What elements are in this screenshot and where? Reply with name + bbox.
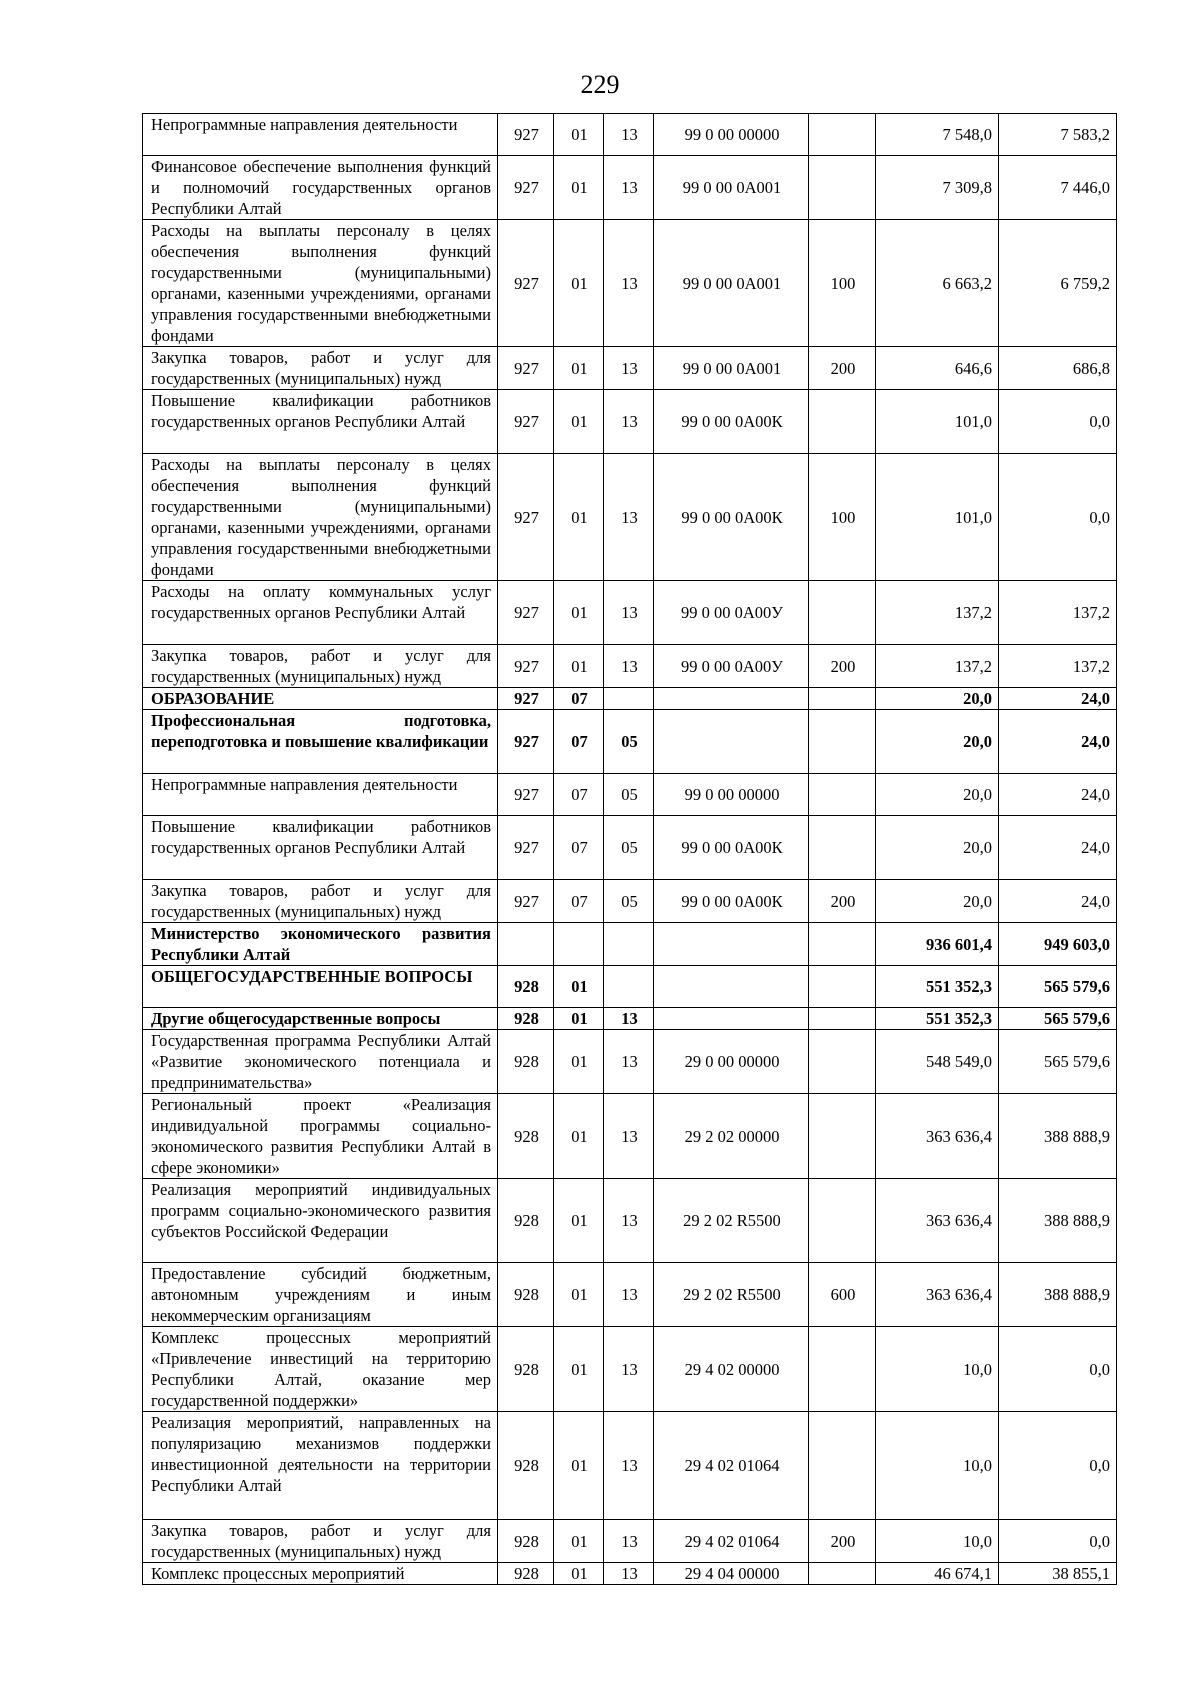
row-target-article: 99 0 00 0А00К <box>654 816 809 880</box>
row-grbs: 928 <box>498 1412 554 1520</box>
row-name: Закупка товаров, работ и услуг для государственных (муниципальных) нужд <box>143 347 498 390</box>
row-section: 07 <box>554 710 604 774</box>
table-row <box>143 220 1117 347</box>
row-target-article: 99 0 00 00000 <box>654 114 809 156</box>
row-section: 07 <box>554 774 604 816</box>
row-target-article: 99 0 00 00000 <box>654 774 809 816</box>
row-name: ОБЩЕГОСУДАРСТВЕННЫЕ ВОПРОСЫ <box>143 966 498 1008</box>
row-grbs: 928 <box>498 1263 554 1327</box>
table-row <box>143 710 1117 774</box>
row-expense-type <box>809 1008 876 1030</box>
row-amount-year2: 0,0 <box>999 454 1117 581</box>
row-grbs: 927 <box>498 347 554 390</box>
row-section <box>554 923 604 966</box>
row-amount-year1: 363 636,4 <box>876 1094 999 1179</box>
row-section: 07 <box>554 880 604 923</box>
row-amount-year1: 10,0 <box>876 1327 999 1412</box>
row-expense-type: 200 <box>809 1520 876 1563</box>
row-expense-type <box>809 816 876 880</box>
row-grbs: 928 <box>498 1520 554 1563</box>
row-subsection: 13 <box>604 114 654 156</box>
row-target-article: 29 2 02 R5500 <box>654 1179 809 1263</box>
row-expense-type: 200 <box>809 880 876 923</box>
row-target-article <box>654 923 809 966</box>
row-amount-year2: 7 583,2 <box>999 114 1117 156</box>
row-amount-year2: 686,8 <box>999 347 1117 390</box>
row-expense-type <box>809 1327 876 1412</box>
table-row <box>143 816 1117 880</box>
row-target-article: 29 4 04 00000 <box>654 1563 809 1585</box>
row-amount-year2: 0,0 <box>999 1412 1117 1520</box>
row-section: 01 <box>554 1008 604 1030</box>
row-name: Расходы на выплаты персоналу в целях обеспечения выполнения функций государственными (муниципальными) органами, казенными учреждениями, органами управления государственными внебюджетными фондами <box>143 220 498 347</box>
table-row <box>143 966 1117 1008</box>
row-expense-type <box>809 966 876 1008</box>
table-row <box>143 114 1117 156</box>
row-expense-type <box>809 581 876 645</box>
row-amount-year1: 20,0 <box>876 710 999 774</box>
row-subsection: 13 <box>604 581 654 645</box>
row-grbs: 927 <box>498 880 554 923</box>
row-grbs: 928 <box>498 1563 554 1585</box>
row-target-article: 29 4 02 01064 <box>654 1520 809 1563</box>
row-amount-year2: 137,2 <box>999 581 1117 645</box>
row-amount-year2: 24,0 <box>999 774 1117 816</box>
row-subsection: 13 <box>604 390 654 454</box>
table-row <box>143 1094 1117 1179</box>
row-expense-type <box>809 710 876 774</box>
row-amount-year2: 0,0 <box>999 1327 1117 1412</box>
page-number: 229 <box>580 70 620 99</box>
row-amount-year2: 565 579,6 <box>999 966 1117 1008</box>
row-expense-type <box>809 1030 876 1094</box>
table-row <box>143 688 1117 710</box>
row-subsection: 05 <box>604 774 654 816</box>
row-section: 01 <box>554 1327 604 1412</box>
row-subsection: 13 <box>604 1412 654 1520</box>
row-amount-year1: 20,0 <box>876 774 999 816</box>
row-section: 01 <box>554 966 604 1008</box>
row-amount-year1: 646,6 <box>876 347 999 390</box>
row-amount-year2: 565 579,6 <box>999 1030 1117 1094</box>
row-subsection: 05 <box>604 816 654 880</box>
row-name: Непрограммные направления деятельности <box>143 114 498 156</box>
row-name: Реализация мероприятий индивидуальных программ социально-экономического развития субъектов Российской Федерации <box>143 1179 498 1263</box>
row-target-article: 99 0 00 0А00К <box>654 454 809 581</box>
row-amount-year2: 0,0 <box>999 390 1117 454</box>
row-section: 07 <box>554 688 604 710</box>
row-expense-type <box>809 1563 876 1585</box>
table-row <box>143 1520 1117 1563</box>
row-amount-year2: 565 579,6 <box>999 1008 1117 1030</box>
row-section: 07 <box>554 816 604 880</box>
row-grbs: 927 <box>498 816 554 880</box>
row-target-article: 29 4 02 01064 <box>654 1412 809 1520</box>
table-row <box>143 1263 1117 1327</box>
row-target-article <box>654 688 809 710</box>
row-name: Государственная программа Республики Алтай «Развитие экономического потенциала и предпринимательства» <box>143 1030 498 1094</box>
row-name: Повышение квалификации работников государственных органов Республики Алтай <box>143 816 498 880</box>
row-amount-year2: 388 888,9 <box>999 1263 1117 1327</box>
row-expense-type: 600 <box>809 1263 876 1327</box>
row-grbs: 927 <box>498 390 554 454</box>
row-name: Министерство экономического развития Республики Алтай <box>143 923 498 966</box>
row-grbs: 927 <box>498 114 554 156</box>
row-subsection: 13 <box>604 1094 654 1179</box>
row-section: 01 <box>554 581 604 645</box>
row-expense-type: 100 <box>809 220 876 347</box>
row-amount-year1: 10,0 <box>876 1520 999 1563</box>
row-expense-type: 100 <box>809 454 876 581</box>
row-target-article: 99 0 00 0А001 <box>654 347 809 390</box>
table-row <box>143 880 1117 923</box>
row-grbs: 927 <box>498 581 554 645</box>
row-subsection: 13 <box>604 1520 654 1563</box>
table-row <box>143 1030 1117 1094</box>
row-grbs <box>498 923 554 966</box>
table-row <box>143 1327 1117 1412</box>
row-name: Региональный проект «Реализация индивидуальной программы социально-экономического развития Республики Алтай в сфере экономики» <box>143 1094 498 1179</box>
row-section: 01 <box>554 1412 604 1520</box>
row-amount-year1: 137,2 <box>876 581 999 645</box>
row-expense-type: 200 <box>809 347 876 390</box>
row-subsection: 13 <box>604 1179 654 1263</box>
row-subsection: 13 <box>604 1030 654 1094</box>
row-target-article: 99 0 00 0А001 <box>654 156 809 220</box>
row-name: Непрограммные направления деятельности <box>143 774 498 816</box>
row-amount-year1: 363 636,4 <box>876 1179 999 1263</box>
row-section: 01 <box>554 645 604 688</box>
row-section: 01 <box>554 390 604 454</box>
row-grbs: 928 <box>498 1327 554 1412</box>
row-target-article: 99 0 00 0А001 <box>654 220 809 347</box>
row-grbs: 927 <box>498 156 554 220</box>
row-name: Закупка товаров, работ и услуг для государственных (муниципальных) нужд <box>143 1520 498 1563</box>
row-section: 01 <box>554 1563 604 1585</box>
row-section: 01 <box>554 454 604 581</box>
row-expense-type <box>809 1094 876 1179</box>
row-expense-type <box>809 156 876 220</box>
table-row <box>143 1008 1117 1030</box>
row-amount-year1: 7 548,0 <box>876 114 999 156</box>
row-subsection: 13 <box>604 220 654 347</box>
row-amount-year1: 101,0 <box>876 390 999 454</box>
row-section: 01 <box>554 114 604 156</box>
row-amount-year2: 24,0 <box>999 880 1117 923</box>
row-amount-year2: 0,0 <box>999 1520 1117 1563</box>
row-amount-year1: 101,0 <box>876 454 999 581</box>
table-row <box>143 774 1117 816</box>
table-row <box>143 1412 1117 1520</box>
row-amount-year1: 551 352,3 <box>876 966 999 1008</box>
row-target-article: 99 0 00 0А00К <box>654 880 809 923</box>
row-grbs: 927 <box>498 220 554 347</box>
row-section: 01 <box>554 347 604 390</box>
row-target-article: 99 0 00 0А00У <box>654 581 809 645</box>
row-amount-year1: 137,2 <box>876 645 999 688</box>
row-amount-year2: 38 855,1 <box>999 1563 1117 1585</box>
row-grbs: 928 <box>498 1008 554 1030</box>
row-amount-year2: 7 446,0 <box>999 156 1117 220</box>
row-subsection: 13 <box>604 1263 654 1327</box>
row-target-article <box>654 1008 809 1030</box>
row-name: Расходы на выплаты персоналу в целях обеспечения выполнения функций государственными (муниципальными) органами, казенными учреждениями, органами управления государственными внебюджетными фондами <box>143 454 498 581</box>
row-expense-type <box>809 1179 876 1263</box>
row-grbs: 927 <box>498 774 554 816</box>
row-amount-year2: 24,0 <box>999 688 1117 710</box>
row-amount-year2: 388 888,9 <box>999 1179 1117 1263</box>
row-grbs: 928 <box>498 1094 554 1179</box>
row-name: Другие общегосударственные вопросы <box>143 1008 498 1030</box>
row-target-article <box>654 710 809 774</box>
row-name: Профессиональная подготовка, переподготовка и повышение квалификации <box>143 710 498 774</box>
row-name: Повышение квалификации работников государственных органов Республики Алтай <box>143 390 498 454</box>
row-subsection: 13 <box>604 1563 654 1585</box>
row-amount-year2: 24,0 <box>999 710 1117 774</box>
row-target-article: 29 2 02 00000 <box>654 1094 809 1179</box>
row-name: Комплекс процессных мероприятий <box>143 1563 498 1585</box>
row-expense-type <box>809 1412 876 1520</box>
budget-table <box>142 113 1117 1585</box>
row-name: Предоставление субсидий бюджетным, автономным учреждениям и иным некоммерческим организациям <box>143 1263 498 1327</box>
row-subsection: 13 <box>604 645 654 688</box>
row-amount-year2: 949 603,0 <box>999 923 1117 966</box>
row-subsection: 13 <box>604 1008 654 1030</box>
row-amount-year1: 20,0 <box>876 816 999 880</box>
row-subsection: 05 <box>604 880 654 923</box>
row-amount-year1: 7 309,8 <box>876 156 999 220</box>
row-expense-type <box>809 114 876 156</box>
row-amount-year1: 20,0 <box>876 880 999 923</box>
row-subsection: 13 <box>604 1327 654 1412</box>
row-subsection <box>604 923 654 966</box>
row-expense-type <box>809 390 876 454</box>
row-section: 01 <box>554 1263 604 1327</box>
row-target-article: 99 0 00 0А00К <box>654 390 809 454</box>
row-target-article: 29 0 00 00000 <box>654 1030 809 1094</box>
row-expense-type: 200 <box>809 645 876 688</box>
row-name: Расходы на оплату коммунальных услуг государственных органов Республики Алтай <box>143 581 498 645</box>
row-name: Комплекс процессных мероприятий «Привлечение инвестиций на территорию Республики Алтай, оказание мер государственной поддержки» <box>143 1327 498 1412</box>
row-amount-year2: 388 888,9 <box>999 1094 1117 1179</box>
table-row <box>143 645 1117 688</box>
row-target-article: 99 0 00 0А00У <box>654 645 809 688</box>
row-name: Закупка товаров, работ и услуг для государственных (муниципальных) нужд <box>143 880 498 923</box>
row-section: 01 <box>554 1520 604 1563</box>
row-grbs: 927 <box>498 688 554 710</box>
row-subsection: 13 <box>604 454 654 581</box>
row-amount-year2: 6 759,2 <box>999 220 1117 347</box>
row-grbs: 928 <box>498 1179 554 1263</box>
table-row <box>143 581 1117 645</box>
row-subsection: 05 <box>604 710 654 774</box>
row-amount-year1: 363 636,4 <box>876 1263 999 1327</box>
row-amount-year1: 551 352,3 <box>876 1008 999 1030</box>
row-amount-year1: 20,0 <box>876 688 999 710</box>
row-name: Финансовое обеспечение выполнения функций и полномочий государственных органов Республики Алтай <box>143 156 498 220</box>
row-amount-year1: 936 601,4 <box>876 923 999 966</box>
table-row <box>143 390 1117 454</box>
row-grbs: 928 <box>498 1030 554 1094</box>
row-amount-year2: 137,2 <box>999 645 1117 688</box>
row-grbs: 928 <box>498 966 554 1008</box>
row-expense-type <box>809 774 876 816</box>
row-subsection: 13 <box>604 156 654 220</box>
row-amount-year1: 6 663,2 <box>876 220 999 347</box>
row-amount-year1: 548 549,0 <box>876 1030 999 1094</box>
row-amount-year1: 46 674,1 <box>876 1563 999 1585</box>
row-target-article <box>654 966 809 1008</box>
row-grbs: 927 <box>498 645 554 688</box>
row-expense-type <box>809 923 876 966</box>
table-row <box>143 454 1117 581</box>
row-subsection: 13 <box>604 347 654 390</box>
row-name: Закупка товаров, работ и услуг для государственных (муниципальных) нужд <box>143 645 498 688</box>
row-grbs: 927 <box>498 454 554 581</box>
row-section: 01 <box>554 220 604 347</box>
row-amount-year1: 10,0 <box>876 1412 999 1520</box>
table-row <box>143 1563 1117 1585</box>
row-grbs: 927 <box>498 710 554 774</box>
table-row <box>143 156 1117 220</box>
row-amount-year2: 24,0 <box>999 816 1117 880</box>
table-row <box>143 923 1117 966</box>
table-row <box>143 1179 1117 1263</box>
row-section: 01 <box>554 156 604 220</box>
row-target-article: 29 4 02 00000 <box>654 1327 809 1412</box>
row-name: ОБРАЗОВАНИЕ <box>143 688 498 710</box>
row-target-article: 29 2 02 R5500 <box>654 1263 809 1327</box>
row-expense-type <box>809 688 876 710</box>
row-section: 01 <box>554 1179 604 1263</box>
row-section: 01 <box>554 1094 604 1179</box>
table-row <box>143 347 1117 390</box>
row-subsection <box>604 688 654 710</box>
row-name: Реализация мероприятий, направленных на популяризацию механизмов поддержки инвестиционной деятельности на территории Республики Алтай <box>143 1412 498 1520</box>
row-subsection <box>604 966 654 1008</box>
row-section: 01 <box>554 1030 604 1094</box>
